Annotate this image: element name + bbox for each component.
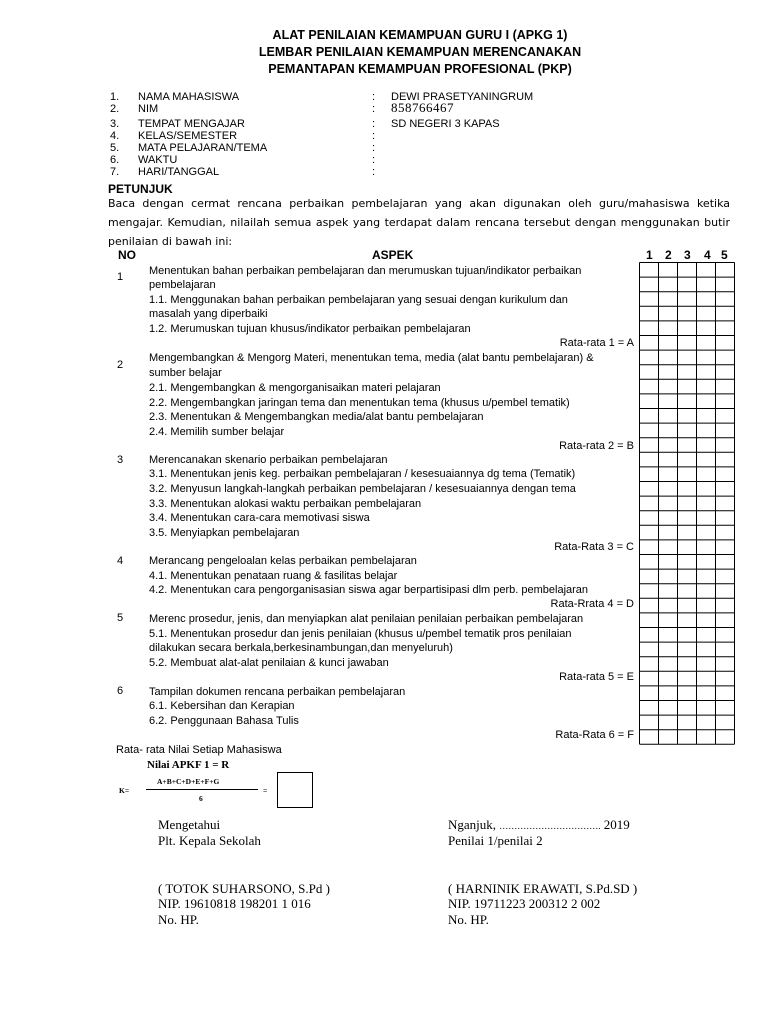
header-no: NO [118, 248, 136, 262]
formula-equals: = [263, 786, 268, 795]
sig-year: 2019 [603, 817, 630, 832]
colon: : [372, 103, 376, 115]
aspect-1-2: 1.2. Merumuskan tujuan khusus/indikator perbaikan pembelajaran [149, 323, 471, 335]
formula-divider [146, 789, 258, 790]
row-number: 3. [110, 118, 120, 130]
sig-place: Nganjuk, [448, 817, 497, 832]
header-score-2: 2 [665, 248, 672, 262]
field-label: KELAS/SEMESTER [138, 130, 238, 142]
average-2: Rata-rata 2 = B [559, 440, 634, 452]
sig-date-dots: ……………………………. [499, 821, 601, 831]
score-grid [639, 262, 739, 746]
title-line-3: PEMANTAPAN KEMAMPUAN PROFESIONAL (PKP) [268, 62, 572, 76]
aspect-3-text: Merencanakan skenario perbaikan pembelajaran [149, 454, 388, 466]
aspect-number: 2 [117, 359, 124, 371]
aspect-number: 5 [117, 612, 124, 624]
sig-right-hp: No. HP. [448, 912, 489, 927]
aspect-5-1-cont: dilakukan secara berkala,berkesinambungan,dan menyeluruh) [149, 642, 453, 654]
aspect-4-1: 4.1. Menentukan penataan ruang & fasilitas belajar [149, 570, 398, 582]
field-label: HARI/TANGGAL [138, 166, 220, 178]
field-value: SD NEGERI 3 KAPAS [391, 118, 500, 130]
aspect-5-1: 5.1. Menentukan prosedur dan jenis penilaian (khusus u/pembel tematik pros penilaian [149, 628, 572, 640]
aspect-1-1: 1.1. Menggunakan bahan perbaikan pembelajaran yang sesuai dengan kurikulum dan [149, 294, 568, 306]
petunjuk-heading: PETUNJUK [108, 182, 173, 196]
summary-nilai: Nilai APKF 1 = R [147, 759, 230, 771]
aspect-3-5: 3.5. Menyiapkan pembelajaran [149, 527, 300, 539]
title-line-1: ALAT PENILAIAN KEMAMPUAN GURU I (APKG 1) [272, 28, 568, 42]
aspect-5-text: Merenc prosedur, jenis, dan menyiapkan alat penilaian penilaian perbaikan pembelajaran [149, 613, 584, 625]
average-6: Rata-Rata 6 = F [555, 729, 634, 741]
header-score-5: 5 [721, 248, 728, 262]
aspect-number: 3 [117, 454, 124, 466]
row-number: 6. [110, 154, 120, 166]
sig-penilai: Penilai 1/penilai 2 [448, 833, 543, 848]
petunjuk-text: Baca dengan cermat rencana perbaikan pembelajaran yang akan digunakan oleh guru/mahasiswa ketika mengajar. Kemudian, nilailah semua aspek yang terdapat dalam rencana tersebut dengan menggunakan butir penilaian di bawah ini: [108, 197, 730, 248]
field-label: WAKTU [138, 154, 178, 166]
aspect-1-text: Menentukan bahan perbaikan pembelajaran dan merumuskan tujuan/indikator perbaikan [149, 265, 582, 277]
aspect-2-4: 2.4. Memilih sumber belajar [149, 426, 285, 438]
sig-left-nip: NIP. 19610818 198201 1 016 [158, 896, 311, 911]
row-number: 4. [110, 130, 120, 142]
aspect-1-1-cont: masalah yang diperbaiki [149, 308, 268, 320]
aspect-2-3: 2.3. Menentukan & Mengembangkan media/alat bantu pembelajaran [149, 411, 484, 423]
header-aspek: ASPEK [372, 248, 414, 262]
field-value: DEWI PRASETYANINGRUM [391, 91, 534, 103]
field-label: NAMA MAHASISWA [138, 91, 240, 103]
header-score-3: 3 [684, 248, 691, 262]
aspect-2-text-cont: sumber belajar [149, 367, 222, 379]
sig-right-name: ( HARNINIK ERAWATI, S.Pd.SD ) [448, 881, 638, 896]
colon: : [372, 142, 376, 154]
sig-right-nip: NIP. 19711223 200312 2 002 [448, 896, 601, 911]
aspect-5-2: 5.2. Membuat alat-alat penilaian & kunci jawaban [149, 657, 389, 669]
title-line-2: LEMBAR PENILAIAN KEMAMPUAN MERENCANAKAN [258, 45, 582, 59]
row-number: 1. [110, 91, 120, 103]
identity-row-name [0, 91, 768, 103]
field-label: NIM [138, 103, 159, 115]
field-label: MATA PELAJARAN/TEMA [138, 142, 268, 154]
aspect-2-1: 2.1. Mengembangkan & mengorganisaikan materi pelajaran [149, 382, 441, 394]
colon: : [372, 118, 376, 130]
aspect-number: 4 [117, 555, 124, 567]
identity-row-tempat [0, 118, 768, 130]
field-value: 858766467 [391, 100, 454, 115]
aspect-6-2: 6.2. Penggunaan Bahasa Tulis [149, 715, 299, 727]
aspect-4-text: Merancang pengeloalan kelas perbaikan pembelajaran [149, 555, 417, 567]
average-3: Rata-Rata 3 = C [554, 541, 634, 553]
colon: : [372, 130, 376, 142]
formula-denominator: 6 [199, 794, 203, 803]
identity-row-mapel [0, 142, 768, 154]
identity-row-nim [0, 100, 768, 115]
aspect-3-2: 3.2. Menyusun langkah-langkah perbaikan pembelajaran / kesesuaiannya dengan tema [149, 483, 576, 495]
summary-rata: Rata- rata Nilai Setiap Mahasiswa [116, 744, 282, 756]
average-5: Rata-rata 5 = E [559, 671, 634, 683]
sig-left-hp: No. HP. [158, 912, 199, 927]
aspect-2-text: Mengembangkan & Mengorg Materi, menentukan tema, media (alat bantu pembelajaran) & [149, 352, 594, 364]
identity-row-kelas [0, 130, 768, 142]
aspect-4-2: 4.2. Menentukan cara pengorganisasian siswa agar berpartisipasi dlm perb. pembelajaran [149, 584, 589, 596]
sig-kepala-sekolah: Plt. Kepala Sekolah [158, 833, 261, 848]
colon: : [372, 91, 376, 103]
aspect-number: 1 [117, 271, 124, 283]
sig-left-name: ( TOTOK SUHARSONO, S.Pd ) [158, 881, 330, 896]
aspect-3-1: 3.1. Menentukan jenis keg. perbaikan pembelajaran / kesesuaiannya dg tema (Tematik) [149, 468, 576, 480]
aspect-6-text: Tampilan dokumen rencana perbaikan pembelajaran [149, 686, 406, 698]
result-box [277, 772, 313, 808]
formula-k: K= [119, 786, 130, 795]
colon: : [372, 154, 376, 166]
colon: : [372, 166, 376, 178]
header-score-1: 1 [646, 248, 653, 262]
formula-numerator: A+B+C+D+E+F+G [157, 777, 220, 786]
aspect-number: 6 [117, 685, 124, 697]
field-label: TEMPAT MENGAJAR [138, 118, 245, 130]
header-score-4: 4 [704, 248, 711, 262]
average-4: Rata-Rrata 4 = D [550, 598, 634, 610]
row-number: 2. [110, 103, 120, 115]
row-number: 7. [110, 166, 120, 178]
sig-mengetahui: Mengetahui [158, 817, 221, 832]
row-number: 5. [110, 142, 120, 154]
average-1: Rata-rata 1 = A [559, 337, 634, 349]
aspect-2-2: 2.2. Mengembangkan jaringan tema dan menentukan tema (khusus u/pembel tematik) [149, 397, 570, 409]
identity-row-tanggal [0, 166, 768, 178]
aspect-6-1: 6.1. Kebersihan dan Kerapian [149, 700, 295, 712]
aspect-3-3: 3.3. Menentukan alokasi waktu perbaikan pembelajaran [149, 498, 422, 510]
aspect-1-text-cont: pembelajaran [149, 279, 216, 291]
identity-row-waktu [0, 154, 768, 166]
aspect-3-4: 3.4. Menentukan cara-cara memotivasi siswa [149, 512, 370, 524]
